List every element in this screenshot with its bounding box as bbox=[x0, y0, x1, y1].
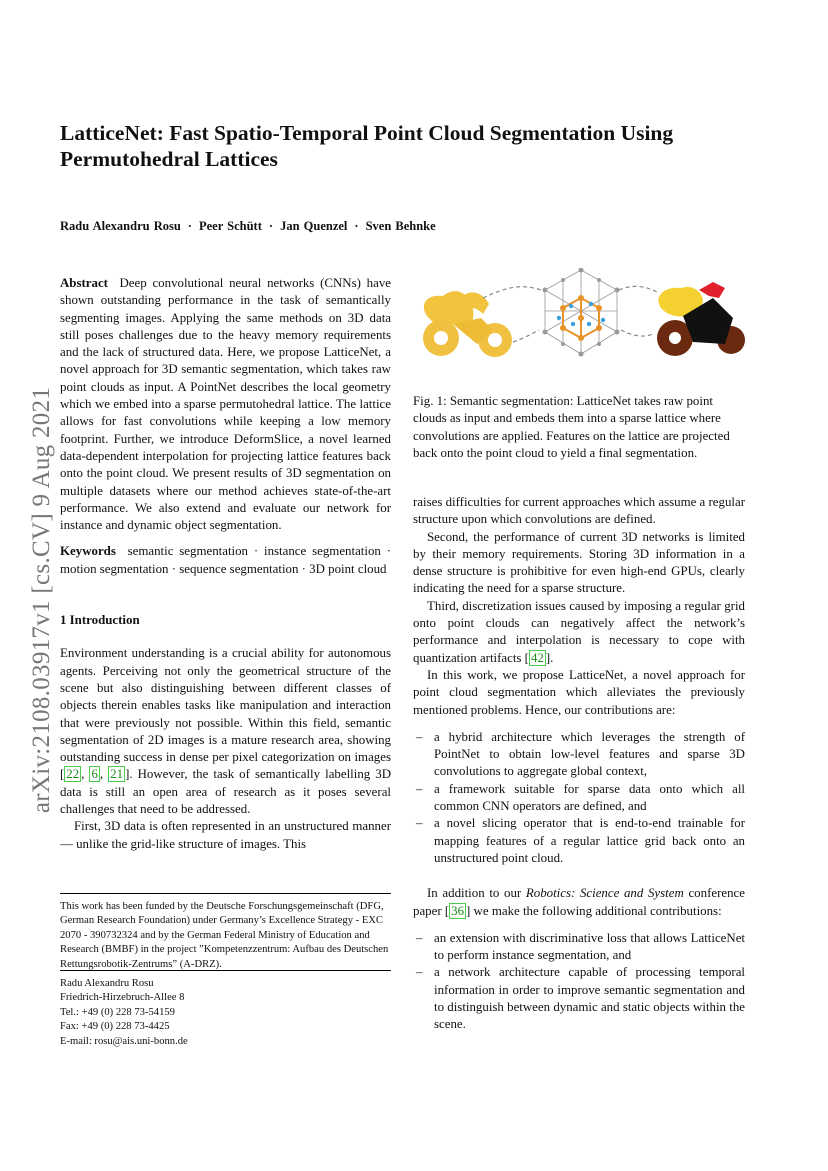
author-address bbox=[60, 970, 391, 1049]
intro-text: ]. However, the task of semantically labelling 3D data is still an open area of research as it poses several challenges that need to be addressed. bbox=[60, 767, 392, 817]
author-separator: · bbox=[187, 219, 192, 233]
list-item: – a novel slicing operator that is end-to-end trainable for mapping features of a regular lattice grid back onto an unstructured point cloud. bbox=[413, 815, 745, 867]
citation-link[interactable]: 36 bbox=[451, 903, 465, 918]
body-paragraph: In this work, we propose LatticeNet, a novel approach for point cloud segmentation which alleviates the previously mentioned problems. Hence, our contributions are: bbox=[413, 667, 745, 717]
body-paragraph bbox=[413, 598, 745, 667]
address-line: Tel.: +49 (0) 228 73-54159 bbox=[60, 1006, 175, 1018]
body-text: ]. bbox=[545, 650, 554, 665]
segmented-point-cloud-bike bbox=[657, 282, 745, 356]
left-column bbox=[60, 275, 391, 853]
input-point-cloud-bike bbox=[423, 291, 512, 357]
section-heading-introduction: 1 Introduction bbox=[60, 613, 140, 628]
keywords-text: semantic segmentation · instance segmentation · motion segmentation · sequence segmentation · 3D point cloud bbox=[60, 544, 392, 576]
intro-paragraph: Environment understanding is a crucial ability for autonomous agents. Perceiving not only the geometrical structure of the scene but also distinguishing between different classes of objects therein enables tasks like manipulation and interaction that were previously not possible. Within this field, semantic segmentation of 2D images is a mature research area, showing outstanding success in dense per pixel categorization on images [ 22 , 6 , 21 ]. However, the task of semantically labelling 3D data is still an open area of research as it poses several challenges that need to be addressed. bbox=[60, 646, 392, 817]
arxiv-identifier: arXiv:2108.03917v1 [cs.CV] 9 Aug 2021 bbox=[28, 386, 55, 814]
address-line: E-mail: rosu@ais.uni-bonn.de bbox=[60, 1035, 188, 1047]
list-item: – an extension with discriminative loss that allows LatticeNet to perform instance segmentation, and bbox=[413, 930, 745, 965]
author-name: Radu Alexandru Rosu bbox=[60, 219, 181, 233]
abstract-text: Deep convolutional neural networks (CNNs) have shown outstanding performance in the task of semantically segmenting images. Applying the same methods on 3D data still poses challenges due to the heavy memory requirements and the lack of structured data. Here, we propose LatticeNet, a novel approach for 3D semantic segmentation, which takes raw point clouds as input. A PointNet describes the local geometry which we embed into a sparse permutohedral lattice. The lattice allows for fast convolutions while keeping a low memory footprint. Further, we introduce DeformSlice, a novel learned data-dependent interpolation for projecting lattice features back onto the point cloud. We present results of 3D segmentation on multiple datasets where our method achieves state-of-the-art performance. We also extend and evaluate our network for instance and dynamic object segmentation. bbox=[60, 276, 391, 533]
additional-contributions-list bbox=[413, 930, 745, 1034]
body-text: conference paper [ bbox=[413, 886, 745, 918]
intro-paragraph: First, 3D data is often represented in an unstructured manner — unlike the grid-like structure of images. This bbox=[60, 819, 391, 851]
funding-footnote: This work has been funded by the Deutsche Forschungsgemeinschaft (DFG, German Research Foundation) under Germany’s Excellence Strategy - EXC 2070 - 390732324 and by the German Federal Ministry of Education and Research (BMBF) in the project ”Kompetenzzentrum: Aufbau des Deutschen Rettungsrobotik-Zentrums” (A-DRZ). bbox=[60, 893, 391, 972]
body-text: Third, discretization issues caused by imposing a regular grid onto point clouds can negatively affect the network’s performance and interpolation is necessary to cope with quantization artifacts [ bbox=[413, 598, 745, 665]
abstract bbox=[60, 275, 391, 534]
abstract-label: Abstract bbox=[60, 276, 108, 290]
contributions-list bbox=[413, 729, 745, 867]
intro-text: Environment understanding is a crucial ability for autonomous agents. Perceiving not only the geometrical structure of the scene but also distinguishing between different classes of objects therein enables tasks like manipulation and interaction that were previously not possible. Within this field, semantic segmentation of 2D images is a mature research area, showing outstanding success in dense per pixel categorization on images [ bbox=[60, 646, 391, 782]
paper-title: LatticeNet: Fast Spatio-Temporal Point Cloud Segmentation Using Permutohedral Lattices bbox=[60, 121, 674, 171]
author-separator: · bbox=[268, 219, 274, 233]
figure-1-illustration bbox=[413, 268, 745, 376]
body-text: In addition to our bbox=[427, 886, 526, 901]
list-item: – a framework suitable for sparse data onto which all common CNN operators are defined, and bbox=[413, 781, 745, 816]
list-item: – a hybrid architecture which leverages the strength of PointNet to obtain low-level features and sparse 3D convolutions to aggregate global context, bbox=[413, 729, 745, 781]
author-name: Jan Quenzel bbox=[280, 219, 348, 233]
figure-1-caption: Fig. 1: Semantic segmentation: LatticeNet takes raw point clouds as input and embeds them into a sparse lattice where convolutions are applied. Features on the lattice are projected back onto the point cloud to yield a final segmentation. bbox=[413, 394, 730, 460]
keywords bbox=[60, 543, 391, 578]
author-separator: · bbox=[354, 219, 359, 233]
address-line: Radu Alexandru Rosu bbox=[60, 978, 154, 989]
right-column bbox=[413, 494, 745, 1034]
body-text: ] we make the following additional contributions: bbox=[466, 903, 722, 918]
arxiv-sidebar bbox=[20, 360, 60, 840]
citation-link[interactable]: 6 bbox=[91, 767, 98, 782]
keywords-label: Keywords bbox=[60, 544, 116, 559]
body-paragraph bbox=[413, 885, 745, 920]
author-name: Peer Schütt bbox=[198, 219, 262, 233]
address-line: Fax: +49 (0) 228 73-4425 bbox=[60, 1021, 170, 1033]
citation-link[interactable]: 42 bbox=[530, 650, 544, 665]
author-list bbox=[60, 219, 436, 234]
citation-link[interactable]: 22 bbox=[66, 767, 80, 782]
body-paragraph: raises difficulties for current approaches which assume a regular structure upon which convolutions are defined. bbox=[413, 495, 745, 527]
address-line: Friedrich-Hirzebruch-Allee 8 bbox=[60, 992, 185, 1004]
body-paragraph: Second, the performance of current 3D networks is limited by their memory requirements. Storing 3D information in a dense structure is prohibitive for even high-end GPUs, clearly indicating the need for a sparse structure. bbox=[413, 529, 745, 596]
citation-link[interactable]: 21 bbox=[110, 767, 124, 782]
conference-name: Robotics: Science and System bbox=[525, 886, 684, 901]
list-item: – a network architecture capable of processing temporal information in order to improve semantic segmentation and to distinguish between dynamic and static objects within the scene. bbox=[413, 964, 745, 1033]
author-name: Sven Behnke bbox=[365, 219, 436, 233]
